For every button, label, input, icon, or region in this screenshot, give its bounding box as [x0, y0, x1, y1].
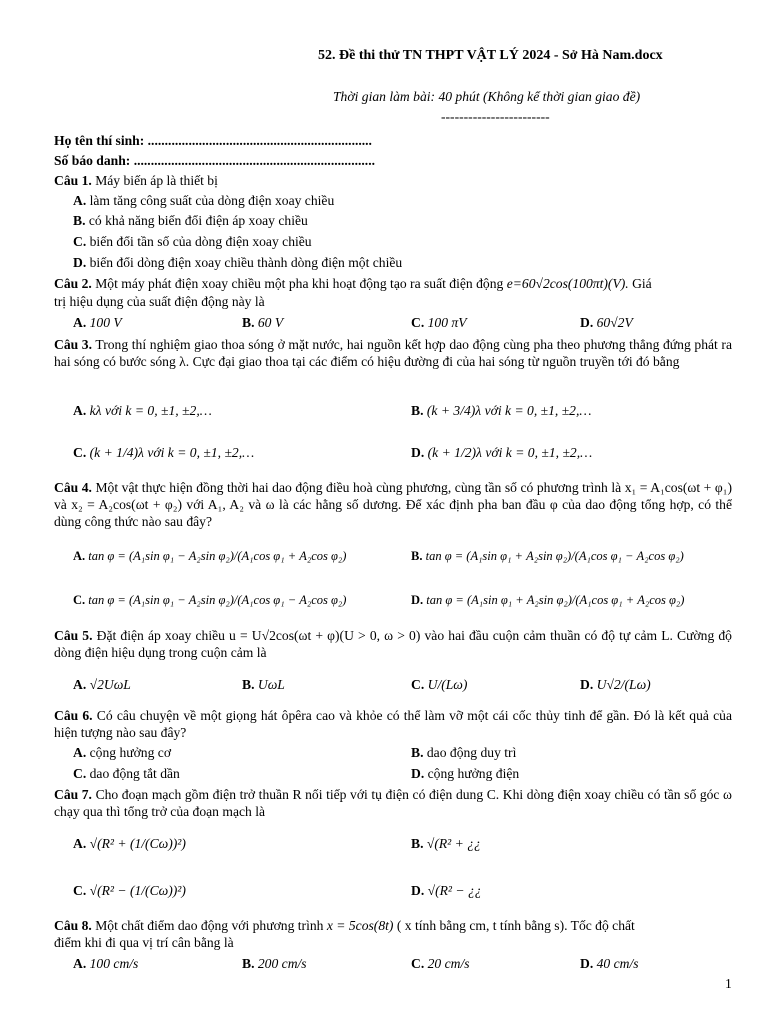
q5-option-d[interactable]: D. U√2/(Lω): [580, 677, 651, 692]
q6-option-c[interactable]: C. dao động tắt dần: [73, 766, 180, 781]
page-number: 1: [725, 976, 732, 991]
q5-option-c[interactable]: C. U/(Lω): [411, 677, 468, 692]
q4-option-c[interactable]: C. tan φ = (A₁sin φ₁ − A₂sin φ₂)/(A₁cos φ₁ − A₂cos φ₂): [73, 593, 347, 607]
q8-option-a[interactable]: A. 100 cm/s: [73, 956, 139, 971]
question-text: Máy biến áp là thiết bị: [95, 173, 218, 188]
q2-option-d[interactable]: D. 60√2V: [580, 315, 633, 330]
student-name-field: Họ tên thí sinh: ..................................................................: [54, 133, 372, 148]
q4-option-a[interactable]: A. tan φ = (A₁sin φ₁ − A₂sin φ₂)/(A₁cos φ₁ + A₂cos φ₂): [73, 549, 347, 563]
document-title: 52. Đề thi thử TN THPT VẬT LÝ 2024 - Sở Hà Nam.docx: [318, 48, 663, 63]
question-5-stem: Câu 5. Đặt điện áp xoay chiều u = U√2cos(ωt + φ)(U > 0, ω > 0) vào hai đầu cuộn cảm thuần có độ tự cảm L. Cường độ dòng điện hiệu dụng trong cuộn cảm là: [54, 628, 732, 660]
q2-option-c[interactable]: C. 100 πV: [411, 315, 467, 330]
q6-option-d[interactable]: D. cộng hưởng điện: [411, 766, 520, 781]
question-3-stem: Câu 3. Trong thí nghiệm giao thoa sóng ở mặt nước, hai nguồn kết hợp dao động cùng pha theo phương thẳng đứng phát ra hai sóng có bước sóng λ. Cực đại giao thoa tại các điểm có hiệu đường đi của hai sóng từ nguồn truyền tới đó bằng: [54, 337, 732, 369]
q1-option-d[interactable]: D. biến đổi dòng điện xoay chiều thành dòng điện một chiều: [73, 255, 403, 270]
question-label: Câu 1.: [54, 173, 92, 188]
q1-option-a[interactable]: A. làm tăng công suất của dòng điện xoay chiều: [73, 193, 335, 208]
emf-formula: e=60√2cos(100πt)(V).: [506, 276, 629, 291]
q4-option-d[interactable]: D. tan φ = (A₁sin φ₁ + A₂sin φ₂)/(A₁cos φ₁ + A₂cos φ₂): [411, 593, 685, 607]
q4-option-b[interactable]: B. tan φ = (A₁sin φ₁ + A₂sin φ₂)/(A₁cos φ₁ − A₂cos φ₂): [411, 549, 684, 563]
q5-option-b[interactable]: B. UωL: [242, 677, 285, 692]
header-divider: ------------------------: [441, 109, 550, 124]
time-note: Thời gian làm bài: 40 phút (Không kể thời gian giao đề): [333, 89, 641, 104]
q8-option-d[interactable]: D. 40 cm/s: [580, 956, 639, 971]
q3-option-c[interactable]: C. (k + 1/4)λ với k = 0, ±1, ±2,…: [73, 445, 255, 460]
question-2-stem: Câu 2. Một máy phát điện xoay chiều một pha khi hoạt động tạo ra suất điện động e=60√2cos(100πt)(V). Giá: [54, 276, 652, 291]
question-2-stem-line2: trị hiệu dụng của suất điện động này là: [54, 294, 265, 309]
q7-option-c[interactable]: C. √(R² − (1/(Cω))²): [73, 883, 186, 898]
q3-option-b[interactable]: B. (k + 3/4)λ với k = 0, ±1, ±2,…: [411, 403, 592, 418]
oscillation-formula: x = 5cos(8t): [326, 918, 394, 933]
question-1-stem: [54, 173, 218, 189]
q3-option-a[interactable]: A. kλ với k = 0, ±1, ±2,…: [73, 403, 212, 418]
question-7-stem: Câu 7. Cho đoạn mạch gồm điện trở thuần R nối tiếp với tụ điện có điện dung C. Khi dòng điện xoay chiều có tần số góc ω chạy qua thì tổng trở của đoạn mạch là: [54, 787, 732, 819]
q7-option-a[interactable]: A. √(R² + (1/(Cω))²): [73, 836, 186, 851]
q1-option-c[interactable]: C. biến đổi tần số của dòng điện xoay chiều: [73, 234, 312, 249]
q8-option-c[interactable]: C. 20 cm/s: [411, 956, 470, 971]
q6-option-a[interactable]: A. cộng hưởng cơ: [73, 745, 172, 760]
q8-option-b[interactable]: B. 200 cm/s: [242, 956, 307, 971]
q6-option-b[interactable]: B. dao động duy trì: [411, 745, 517, 760]
q1-option-b[interactable]: B. có khả năng biến đổi điện áp xoay chiều: [73, 213, 308, 228]
question-8-stem-line2: điểm khi đi qua vị trí cân bằng là: [54, 935, 234, 950]
q5-option-a[interactable]: A. √2UωL: [73, 677, 131, 692]
question-4-stem: Câu 4. Một vật thực hiện đồng thời hai dao động điều hoà cùng phương, cùng tần số có phương trình là x₁ = A₁cos(ωt + φ₁) và x₂ = A₂cos(ωt + φ₂) với A₁, A₂ và ω là các hằng số dương. Để xác định pha ban đầu φ của dao động tổng hợp, có thể dùng công thức nào sau đây?: [54, 480, 732, 529]
q2-option-a[interactable]: A. 100 V: [73, 315, 122, 330]
question-6-stem: Câu 6. Có câu chuyện về một giọng hát ôpêra cao và khỏe có thể làm vỡ một cái cốc thủy tinh để gần. Đó là kết quả của hiện tượng nào sau đây?: [54, 708, 732, 740]
q7-option-d[interactable]: D. √(R² − ¿¿: [411, 883, 482, 898]
q3-option-d[interactable]: D. (k + 1/2)λ với k = 0, ±1, ±2,…: [411, 445, 593, 460]
q2-option-b[interactable]: B. 60 V: [242, 315, 284, 330]
question-8-stem: Câu 8. Một chất điểm dao động với phương trình x = 5cos(8t) ( x tính bằng cm, t tính bằng s). Tốc độ chất: [54, 918, 635, 933]
q7-option-b[interactable]: B. √(R² + ¿¿: [411, 836, 481, 851]
student-id-field: Số báo danh: .......................................................................: [54, 153, 375, 168]
